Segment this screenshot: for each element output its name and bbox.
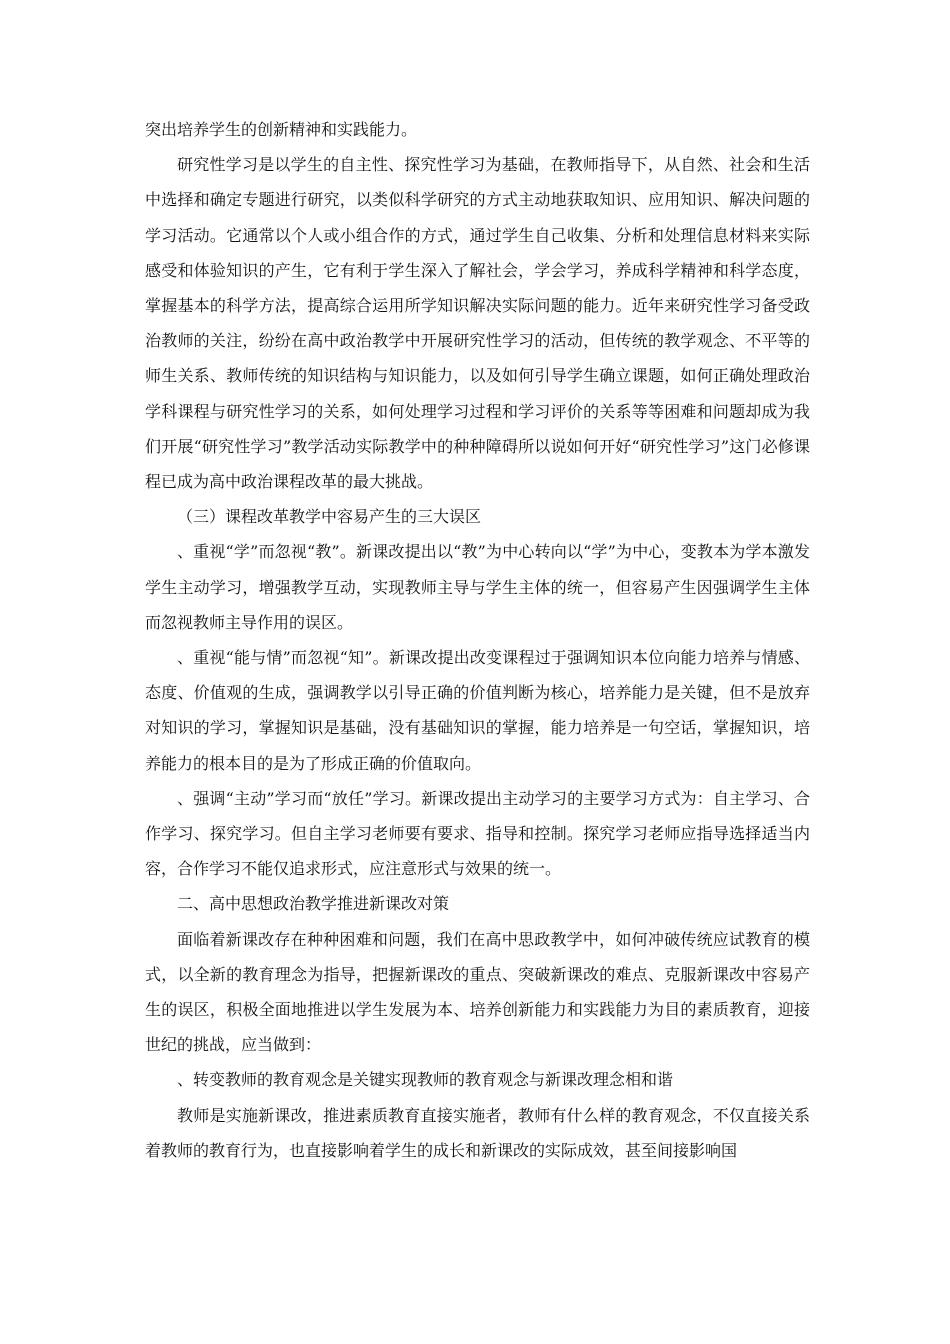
paragraph-research-learning: 研究性学习是以学生的自主性、探究性学习为基础，在教师指导下，从自然、社会和生活中选择和确定专题进行研究，以类似科学研究的方式主动地获取知识、应用知识、解决问题的学习活动。它通常以个人或小组合作的方式，通过学生自己收集、分析和处理信息材料来实际感受和体验知识的产生，它有利于学生深入了解社会，学会学习，养成科学精神和科学态度，掌握基本的科学方法，提高综合运用所学知识解决实际问题的能力。近年来研究性学习备受政治教师的关注，纷纷在高中政治教学中开展研究性学习的活动，但传统的教学观念、不平等的师生关系、教师传统的知识结构与知识能力，以及如何引导学生确立课题，如何正确处理政治学科课程与研究性学习的关系，如何处理学习过程和学习评价的关系等等困难和问题却成为我们开展“研究性学习”教学活动实际教学中的种种障碍所以说如何开好“研究性学习”这门必修课程已成为高中政治课程改革的最大挑战。 (145, 155, 810, 492)
paragraph-countermeasures-intro: 面临着新课改存在种种困难和问题，我们在高中思政教学中，如何冲破传统应试教育的模式，以全新的教育理念为指导，把握新课改的重点、突破新课改的难点、克服新课改中容易产生的误区，积极全面地推进以学生发展为本、培养创新能力和实践能力为目的素质教育，迎接世纪的挑战，应当做到： (145, 929, 810, 1055)
paragraph-continuation: 突出培养学生的创新精神和实践能力。 (145, 120, 418, 139)
paragraph-misconception-3: 、强调“主动”学习而“放任”学习。新课改提出主动学习的主要学习方式为：自主学习、合作学习、探究学习。但自主学习老师要有要求、指导和控制。探究学习老师应指导选择适当内容，合作学习不能仅追求形式，应注意形式与效果的统一。 (145, 788, 810, 879)
subheading-teacher-concepts: 、转变教师的教育观念是关键实现教师的教育观念与新课改理念相和谐 (177, 1070, 674, 1090)
document-body (145, 112, 810, 1168)
section-heading-three-misconceptions: （三）课程改革教学中容易产生的三大误区 (177, 507, 482, 527)
paragraph-teacher-role: 教师是实施新课改，推进素质教育直接实施者，教师有什么样的教育观念，不仅直接关系着教师的教育行为，也直接影响着学生的成长和新课改的实际成效，甚至间接影响国 (145, 1105, 810, 1160)
paragraph-misconception-1: 、重视“学”而忽视“教”。新课改提出以“教”为中心转向以“学”为中心，变教本为学本激发学生主动学习，增强教学互动，实现教师主导与学生主体的统一，但容易产生因强调学生主体而忽视教师主导作用的误区。 (145, 542, 810, 632)
section-heading-countermeasures: 二、高中思想政治教学推进新课改对策 (177, 894, 450, 914)
paragraph-misconception-2: 、重视“能与情”而忽视“知”。新课改提出改变课程过于强调知识本位向能力培养与情感、态度、价值观的生成，强调教学以引导正确的价值判断为核心，培养能力是关键，但不是放弃对知识的学习，掌握知识是基础，没有基础知识的掌握，能力培养是一句空话，掌握知识，培养能力的根本目的是为了形成正确的价值取向。 (145, 648, 810, 773)
